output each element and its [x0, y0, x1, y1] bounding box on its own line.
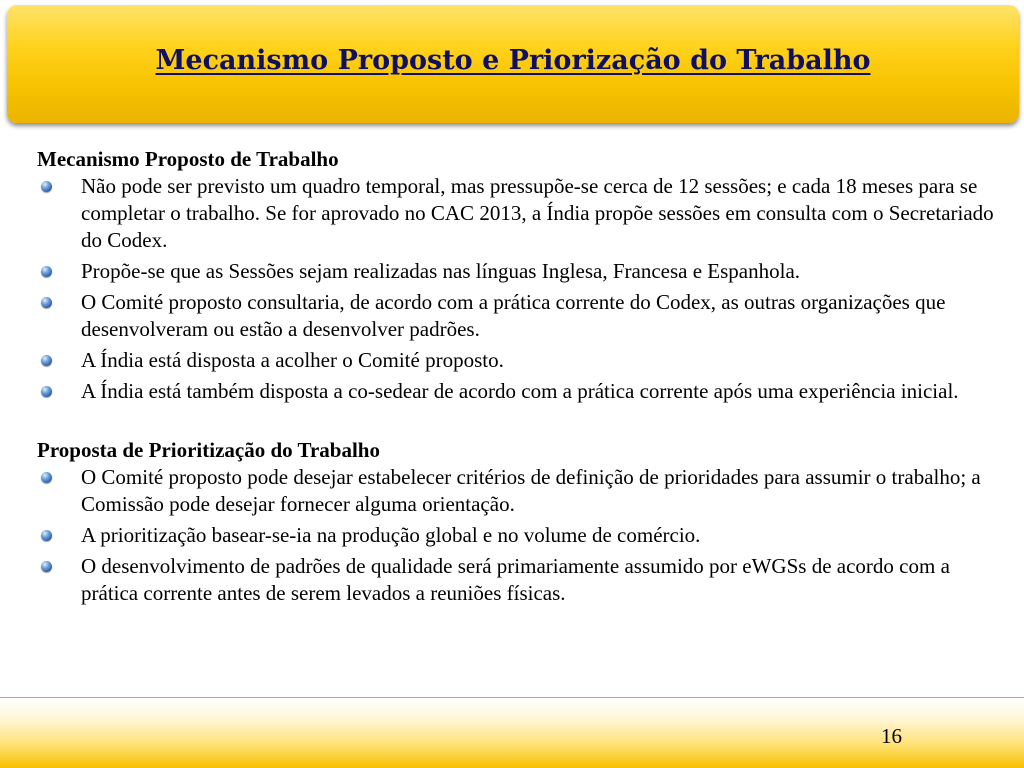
list-item — [37, 522, 997, 549]
bullet-text: A prioritização basear-se-ia na produção global e no volume de comércio. — [81, 523, 701, 547]
section-spacer — [37, 409, 997, 437]
title-banner — [7, 5, 1019, 123]
page-number: 16 — [881, 724, 902, 748]
list-item — [37, 173, 997, 254]
list-item — [37, 464, 997, 518]
section-prioritizacao — [37, 437, 997, 607]
slide-title: Mecanismo Proposto e Priorização do Trabalho — [155, 44, 871, 76]
bullet-text: A Índia está disposta a acolher o Comité proposto. — [81, 348, 504, 372]
list-item — [37, 378, 997, 405]
bullet-icon — [41, 472, 52, 483]
bullet-list — [37, 173, 997, 405]
bullet-icon — [41, 561, 52, 572]
section-heading: Mecanismo Proposto de Trabalho — [37, 147, 339, 171]
bullet-text: Não pode ser previsto um quadro temporal, mas pressupõe-se cerca de 12 sessões; e cada 18 meses para se completar o trabalho. Se for aprovado no CAC 2013, a Índia propõe sessões em consulta com o Secretariado do Codex. — [81, 174, 994, 252]
bullet-text: Propõe-se que as Sessões sejam realizadas nas línguas Inglesa, Francesa e Espanhola. — [81, 259, 801, 283]
bullet-icon — [41, 297, 52, 308]
list-item — [37, 553, 997, 607]
bullet-text: A Índia está também disposta a co-sedear de acordo com a prática corrente após uma experiência inicial. — [81, 379, 959, 403]
bullet-icon — [41, 355, 52, 366]
slide-content — [37, 146, 997, 611]
list-item — [37, 258, 997, 285]
bullet-list — [37, 464, 997, 607]
bullet-text: O Comité proposto pode desejar estabelecer critérios de definição de prioridades para assumir o trabalho; a Comissão pode desejar fornecer alguma orientação. — [81, 465, 981, 516]
bullet-icon — [41, 530, 52, 541]
bullet-icon — [41, 181, 52, 192]
list-item — [37, 289, 997, 343]
footer-band — [0, 698, 1024, 768]
list-item — [37, 347, 997, 374]
bullet-text: O desenvolvimento de padrões de qualidade será primariamente assumido por eWGSs de acordo com a prática corrente antes de serem levados a reuniões físicas. — [81, 554, 950, 605]
section-heading: Proposta de Prioritização do Trabalho — [37, 438, 380, 462]
bullet-icon — [41, 386, 52, 397]
bullet-text: O Comité proposto consultaria, de acordo com a prática corrente do Codex, as outras organizações que desenvolveram ou estão a desenvolver padrões. — [81, 290, 946, 341]
section-mecanismo — [37, 146, 997, 405]
bullet-icon — [41, 266, 52, 277]
